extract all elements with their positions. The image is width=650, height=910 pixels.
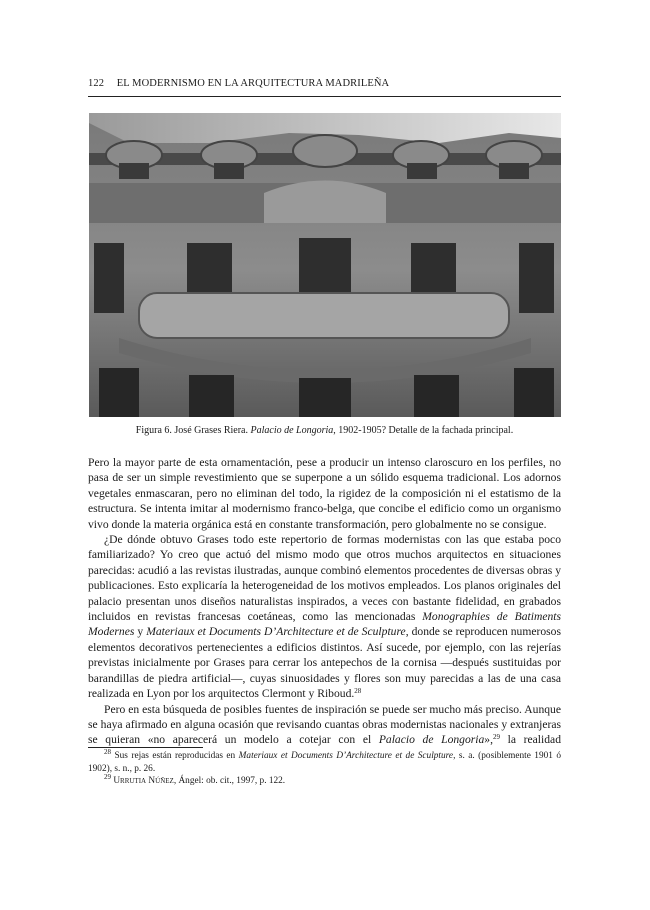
caption-text: , 1902-1905? Detalle de la fachada principal. [333,425,514,436]
journal-title: Materiaux et Documents D’Architecture et de Sculpture [146,625,406,639]
page-number: 122 [88,78,105,89]
author-name: Urrutia Núñez [113,776,174,787]
text: ¿De dónde obtuvo Grases todo este repertorio de formas modernistas con las que estaba poco familiarizado? Yo creo que actuó del mismo modo que otros muchos arquitectos en situaciones parecidas: acudió a las revistas ilustradas, aunque combinó elementos procedentes de diversas obras y publicaciones. Esto explicaría la heterogeneidad de los motivos empleados. Los planos originales del palacio presentan unos diseños naturalistas inspirados, a veces con bastante fidelidad, en grabados incluidos en revistas francesas coetáneas, como las mencionadas [88,533,561,624]
paragraph [88,532,561,701]
journal-title: Monographies de Batiments Modernes [88,610,561,639]
footnote [88,775,561,788]
building-title: Palacio de Longoria [378,733,485,747]
running-title: EL MODERNISMO EN LA ARQUITECTURA MADRILEÑA [116,78,390,89]
text: Pero en esta búsqueda de posibles fuentes de inspiración se puede ser mucho más preciso. Aunque se haya afirmado en alguna ocasión que revisando cuantas obras modernistas nacionales y extranjeras se quieran «no aparecerá un modelo a cotejar con el [88,702,561,747]
text: , donde se reproducen numerosos elementos decorativos pertenecientes a edificios distintos. Así sucede, por ejemplo, con las rejerías previstas inicialmente por Grases para cerrar los antepechos de la cornisa —después sustituidas por barandillas de piedra artificial—, cuyas sinuosidades y flores son muy parecidas a las de una casa realizada en Lyon por los arquitectos Clermont y Riboud. [88,625,561,701]
footnote [88,750,561,775]
body-text [88,455,561,748]
running-header [88,78,561,89]
figure-caption [88,425,561,436]
footnote-number: 29 [104,773,111,782]
journal-title: Materiaux et Documents D’Architecture et de Sculpture [238,751,454,761]
text: y [134,625,147,639]
footnotes [88,750,561,788]
footnote-ref[interactable]: 28 [354,687,362,696]
text: , Ángel: ob. cit., 1997, p. 122. [173,776,286,787]
facade-photograph [89,113,561,417]
footnote-number: 28 [104,748,111,756]
text: », [484,733,493,747]
caption-title: Palacio de Longoria [250,425,334,436]
header-rule [88,96,561,97]
paragraph [88,702,561,748]
footnote-ref[interactable]: 29 [493,733,500,742]
caption-text: Figura 6. José Grases Riera. [135,425,251,436]
paragraph: Pero la mayor parte de esta ornamentación, pese a producir un intenso claroscuro en los perfiles, no pasa de ser un simple revestimiento que se superpone a un sólido esquema tradicional. Los adornos vegetales enmascaran, pero no eliminan del todo, la rigidez de la composición ni el estatismo de la estructura. Se intenta imitar al modernismo franco-belga, que concibe el edificio como un organismo vivo donde la materia orgánica está en constante transformación, pero globalmente no se consigue. [88,456,561,531]
text: Sus rejas están reproducidas en [114,751,239,761]
text: , s. a. (posiblemente 1901 ó 1902), s. n., p. 26. [88,751,562,774]
text: la realidad [500,733,561,747]
